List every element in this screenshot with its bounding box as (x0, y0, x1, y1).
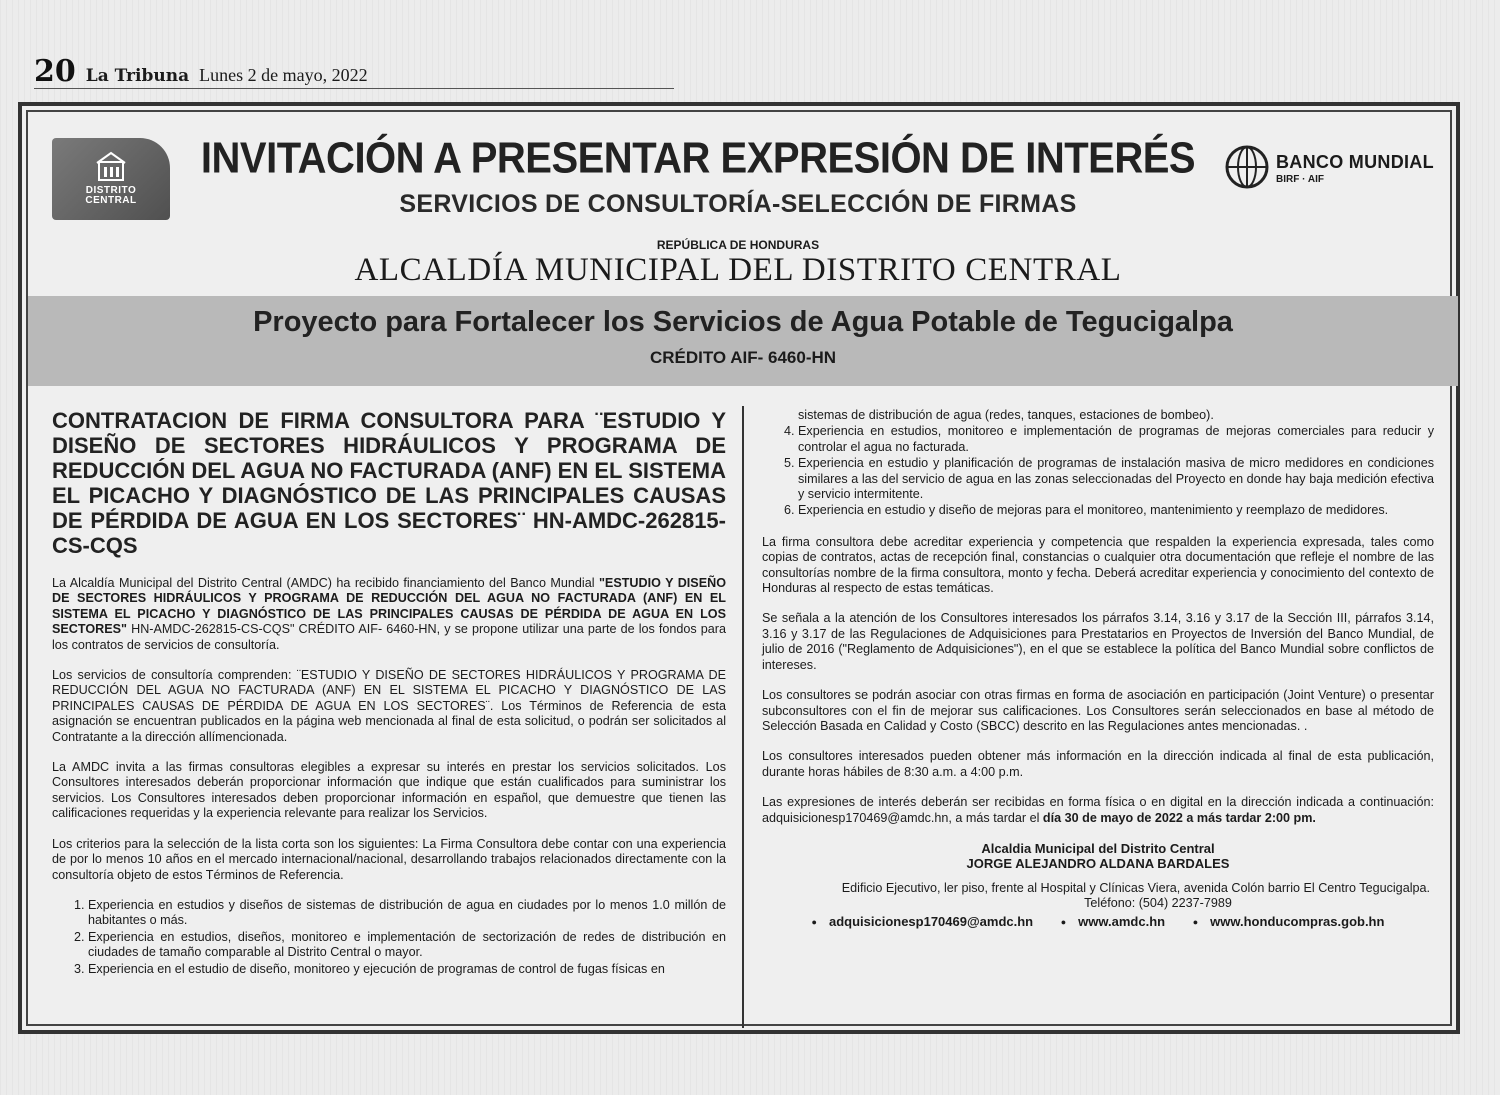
criteria-list-continued (762, 424, 1434, 518)
email-link[interactable]: ● adquisicionesp170469@amdc.hn (811, 913, 1034, 929)
left-column (52, 408, 726, 978)
world-bank-name: BANCO MUNDIAL (1276, 152, 1434, 172)
invitation-title: INVITACIÓN A PRESENTAR EXPRESIÓN DE INTERÉS (200, 133, 1196, 183)
right-column (762, 408, 1434, 930)
paragraph-financing: La Alcaldía Municipal del Distrito Central (AMDC) ha recibido financiamiento del Banco Mundial "ESTUDIO Y DISEÑO DE SECTORES HIDRÁULICOS Y PROGRAMA DE REDUCCIÓN DEL AGUA NO FACTURADA (ANF) EN EL SISTEMA EL PICACHO Y DIAGNÓSTICO DE LAS PRINCIPALES CAUSAS DE PÉRDIDA DE AGUA EN LOS SECTORES" HN-AMDC-262815-CS-CQS" CRÉDITO AIF- 6460-HN, y se propone utilizar una parte de los fondos para los contratos de servicios de consultoría. (52, 576, 726, 652)
criteria-list (52, 898, 726, 977)
phone-number: Teléfono: (504) 2237-7989 (1084, 896, 1232, 911)
list-item: 3. Experiencia en el estudio de diseño, monitoreo y ejecución de programas de control de fugas físicas en (88, 962, 726, 977)
list-item: 1. Experiencia en estudios y diseños de sistemas de distribución de agua en ciudades por lo menos 1.0 millón de habitantes o más. (88, 898, 726, 929)
website-link-honducompras[interactable]: ● www.honducompras.gob.hn (1192, 913, 1385, 929)
paragraph-criteria: Los criterios para la selección de la lista corta son los siguientes: La Firma Consultora debe contar con una experiencia de por lo menos 10 años en el mercado internacional/nacional, desarrollando trabajos relacionados directamente con la consultoría objeto de estos Términos de Referencia. (52, 836, 726, 882)
website-link-amdc[interactable]: ● www.amdc.hn (1060, 913, 1166, 929)
advertisement-inner-border (26, 110, 1452, 1026)
list-item: 4. Experiencia en estudios, monitoreo e implementación de programas de mejoras comerciales para reducir y controlar el agua no facturada. (798, 424, 1434, 455)
paragraph-services: Los servicios de consultoría comprenden: ¨ESTUDIO Y DISEÑO DE SECTORES HIDRÁULICOS Y PROGRAMA DE REDUCCIÓN DEL AGUA NO FACTURADA (ANF) EN EL SISTEMA EL PICACHO Y DIAGNÓSTICO DE LAS PRINCIPALES CAUSAS DE PÉRDIDA DE AGUA EN LOS SECTORES¨. Los Términos de Referencia de esta asignación se encuentran publicados en la página web mencionada al final de esta solicitud, o podrán ser solicitados al Contratante a la dirección allímencionada. (52, 668, 726, 744)
services-subtitle: SERVICIOS DE CONSULTORÍA-SELECCIÓN DE FIRMAS (399, 190, 1077, 218)
paragraph-experience: La firma consultora debe acreditar experiencia y competencia que respalden la experiencia expresada, tales como copias de contratos, actas de recepción final, constancias o cualquier otra documentación que refleje el nombre de las consultorías nombre de la firma consultora, monto y fecha. Deberá acreditar experiencia y conocimiento del contexto de Honduras al respecto de estas temáticas. (762, 534, 1434, 596)
country-label: REPÚBLICA DE HONDURAS (656, 238, 820, 252)
signature-name: JORGE ALEJANDRO ALDANA BARDALES (966, 855, 1230, 871)
list-item-continuation: sistemas de distribución de agua (redes, tanques, estaciones de bombeo). (798, 408, 1214, 422)
signature-organization: Alcaldia Municipal del Distrito Central (981, 840, 1215, 856)
address: Edificio Ejecutivo, ler piso, frente al Hospital y Clínicas Viera, avenida Colón barrio El Centro Tegucigalpa. (841, 880, 1430, 895)
logo-text: DISTRITO CENTRAL (85, 185, 137, 206)
newspaper-masthead (34, 54, 674, 89)
world-bank-logo (1224, 144, 1444, 194)
paragraph-deadline: Las expresiones de interés deberán ser recibidas en forma física o en digital en la dirección indicada a continuación: adquisicionesp170469@amdc.hn, a más tardar el día 30 de mayo de 2022 a más tardar 2:00 pm. (762, 795, 1434, 825)
page-number: 20 (34, 54, 76, 89)
project-band (28, 296, 1458, 386)
signature-block (762, 841, 1434, 871)
credit-number: CRÉDITO AIF- 6460-HN (649, 348, 837, 367)
publication-date: Lunes 2 de mayo, 2022 (199, 65, 368, 85)
project-title: Proyecto para Fortalecer los Servicios de Agua Potable de Tegucigalpa (253, 306, 1233, 338)
contact-links (762, 914, 1434, 930)
world-bank-sub: BIRF · AIF (1276, 174, 1324, 185)
paragraph-joint-venture: Los consultores se podrán asociar con otras firmas en forma de asociación en participación (Joint Venture) o presentar subconsultores con el fin de mejorar sus calificaciones. Los Consultores serán seleccionados en base al método de Selección Basada en Calidad y Costo (SBCC) descrito en las Regulaciones antes mencionadas. . (762, 688, 1434, 733)
advertisement-box (18, 102, 1460, 1034)
contract-heading: CONTRATACION DE FIRMA CONSULTORA PARA ¨ESTUDIO Y DISEÑO DE SECTORES HIDRÁULICOS Y PROGRAMA DE REDUCCIÓN DEL AGUA NO FACTURADA (ANF) EN EL SISTEMA EL PICACHO Y DIAGNÓSTICO DE LAS PRINCIPALES CAUSAS DE PÉRDIDA DE AGUA EN LOS SECTORES¨ HN-AMDC-262815-CS-CQS (52, 408, 726, 558)
newspaper-name: La Tribuna (85, 66, 190, 86)
building-icon (96, 150, 126, 182)
mayoralty-title: ALCALDÍA MUNICIPAL DEL DISTRITO CENTRAL (354, 252, 1122, 288)
column-divider (742, 406, 744, 1028)
paragraph-more-info: Los consultores interesados pueden obtener más información en la dirección indicada al final de esta publicación, durante horas hábiles de 8:30 a.m. a 4:00 p.m. (762, 749, 1434, 779)
list-item: 6. Experiencia en estudio y diseño de mejoras para el monitoreo, mantenimiento y reemplazo de medidores. (798, 503, 1434, 518)
list-item: 5. Experiencia en estudio y planificación de programas de instalación masiva de micro medidores en condiciones similares a las del servicio de agua en las zonas seleccionadas del Proyecto en donde hay baja medición efectiva y servicio intermitente. (798, 456, 1434, 502)
paragraph-invitation: La AMDC invita a las firmas consultoras elegibles a expresar su interés en prestar los servicios solicitados. Los Consultores interesados deberán proporcionar información que indique que están cualificados para suministrar los servicios. Los Consultores interesados deben proporcionar información en español, que demuestre que tienen las calificaciones requeridas y la experiencia relevante para realizar los Servicios. (52, 760, 726, 821)
globe-icon (1224, 144, 1270, 190)
list-item: 2. Experiencia en estudios, diseños, monitoreo e implementación de sectorización de redes de distribución en ciudades de tamaño comparable al Distrito Central o mayor. (88, 930, 726, 961)
distrito-central-logo (52, 138, 170, 220)
paragraph-conflicts: Se señala a la atención de los Consultores interesados los párrafos 3.14, 3.16 y 3.17 de la Sección III, párrafos 3.14, 3.16 y 3.17 de las Regulaciones de Adquisiciones para Prestatarios en Proyectos de Inversión del Banco Mundial, de julio de 2016 ("Reglamento de Adquisiciones"), en el que se establece la política del Banco Mundial sobre conflictos de intereses. (762, 611, 1434, 672)
